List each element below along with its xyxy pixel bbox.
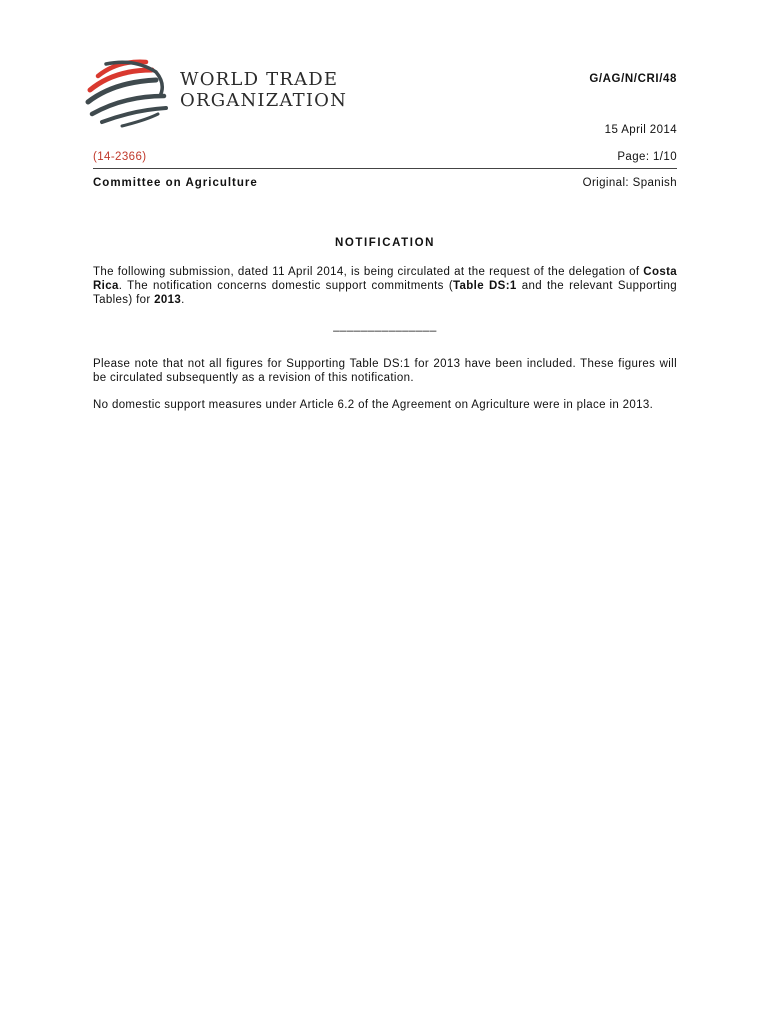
paragraph-article-6-2: No domestic support measures under Article 6.2 of the Agreement on Agriculture were in place in 2013.: [93, 399, 654, 411]
p1-text-d: .: [181, 294, 185, 306]
reference-number: (14-2366): [93, 151, 147, 163]
document-date: 15 April 2014: [604, 124, 677, 136]
p1-text-b: . The notification concerns domestic support commitments (: [118, 280, 454, 292]
paragraph-figures-note: Please note that not all figures for Supporting Table DS:1 for 2013 have been included. These figures will be circulated subsequently as a revision of this notification.: [93, 358, 677, 384]
paragraph-submission: [93, 265, 677, 307]
p1-table: Table DS:1: [453, 280, 517, 292]
wto-wordmark: [180, 69, 347, 111]
committee-name: Committee on Agriculture: [93, 177, 258, 189]
logo-line-1: WORLD TRADE: [180, 69, 339, 90]
p1-text-a: The following submission, dated 11 April 2014, is being circulated at the request of the delegation of: [93, 266, 644, 278]
section-separator: _______________: [333, 320, 437, 332]
p1-country: Costa Rica: [93, 266, 677, 292]
p1-text-c: and the relevant Supporting Tables) for: [93, 280, 678, 306]
header-divider: [93, 168, 677, 169]
wto-emblem-icon: [84, 56, 174, 132]
p1-year: 2013: [154, 294, 182, 306]
notification-heading: NOTIFICATION: [334, 237, 436, 249]
logo-line-2: ORGANIZATION: [180, 90, 348, 111]
wto-logo: [84, 56, 354, 132]
page-number: Page: 1/10: [617, 151, 677, 163]
original-language: Original: Spanish: [582, 177, 677, 189]
document-symbol: G/AG/N/CRI/48: [589, 73, 677, 85]
